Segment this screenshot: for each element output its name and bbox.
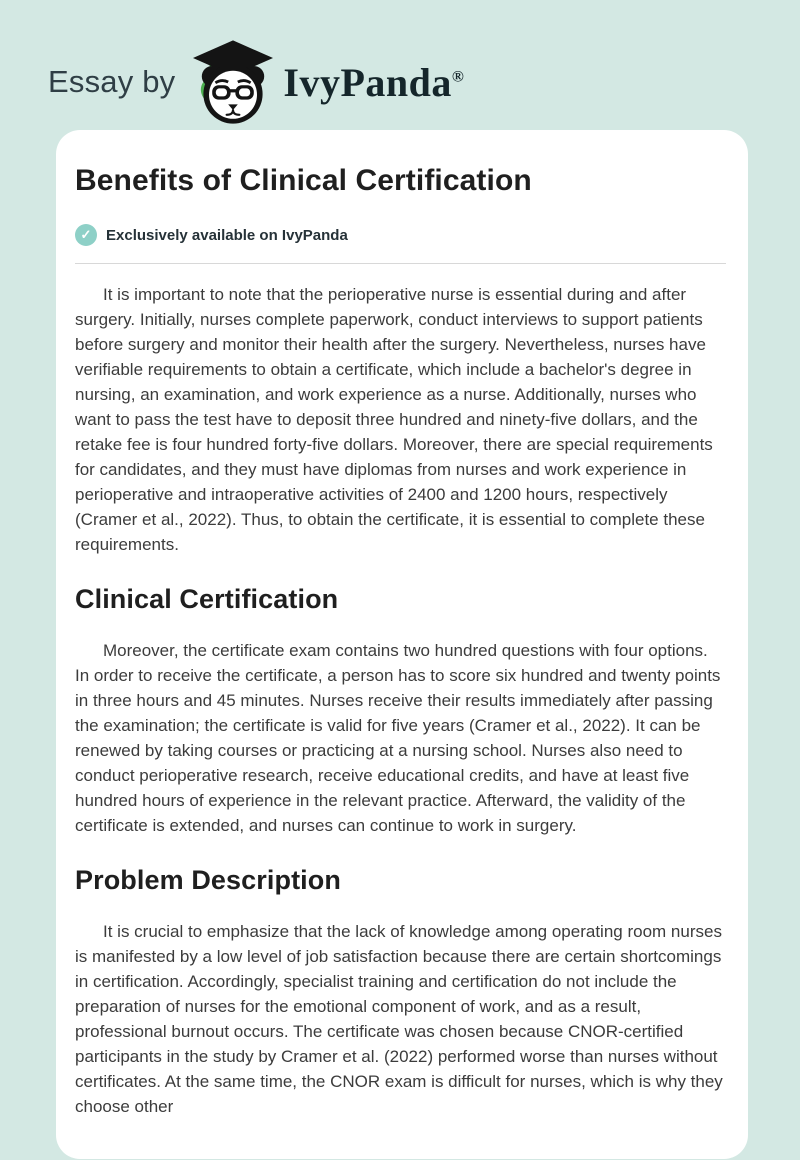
- divider: [75, 263, 726, 264]
- check-icon: ✓: [75, 224, 97, 246]
- section-heading-clinical-certification: Clinical Certification: [75, 584, 339, 614]
- registered-mark: ®: [451, 68, 465, 86]
- brand-name: IvyPanda®: [283, 59, 465, 105]
- essay-paragraph: It is important to note that the perioperative nurse is essential during and after surgery. Initially, nurses complete paperwork, conduct interviews to support patients before surgery and monitor their health after the surgery. Nevertheless, nurses have verifiable requirements to obtain a certificate, which include a bachelor's degree in nursing, an examination, and work experience as a nurse. Additionally, nurses who want to pass the test have to deposit three hundred and ninety-five dollars, and the retake fee is four hundred forty-five dollars. Moreover, there are special requirements for candidates, and they must have diplomas from nurses and work experience in perioperative and intraoperative activities of 2400 and 1200 hours, respectively (Cramer et al., 2022). Thus, to obtain the certificate, it is essential to complete these requirements.: [75, 285, 713, 554]
- ivypanda-panda-logo-icon: [189, 38, 277, 126]
- site-header: [0, 0, 800, 130]
- exclusivity-badge: [75, 224, 726, 246]
- ivypanda-brand-link[interactable]: [189, 38, 464, 126]
- page-title: Benefits of Clinical Certification: [75, 164, 532, 197]
- essay-paragraph: It is crucial to emphasize that the lack of knowledge among operating room nurses is manifested by a low level of job satisfaction because there are certain shortcomings in certification. Accordingly, specialist training and certification do not include the preparation of nurses for the emotional component of work, and as a result, professional burnout occurs. The certificate was chosen because CNOR-certified participants in the study by Cramer et al. (2022) performed worse than nurses without certificates. At the same time, the CNOR exam is difficult for nurses, which is why they choose other: [75, 922, 723, 1116]
- section-heading-problem-description: Problem Description: [75, 865, 341, 895]
- essay-by-label: Essay by: [48, 64, 176, 99]
- exclusivity-badge-label: Exclusively available on IvyPanda: [106, 226, 348, 244]
- essay-paragraph: Moreover, the certificate exam contains two hundred questions with four options. In order to receive the certificate, a person has to score six hundred and twenty points in three hours and 45 minutes. Nurses receive their results immediately after passing the examination; the certificate is valid for five years (Cramer et al., 2022). It can be renewed by taking courses or practicing at a nursing school. Nurses also need to conduct perioperative research, receive educational credits, and have at least five hundred hours of experience in the relevant practice. Afterward, the validity of the certificate is extended, and nurses can continue to work in surgery.: [75, 641, 721, 835]
- essay-card: [56, 130, 748, 1159]
- essay-body: [75, 282, 726, 1119]
